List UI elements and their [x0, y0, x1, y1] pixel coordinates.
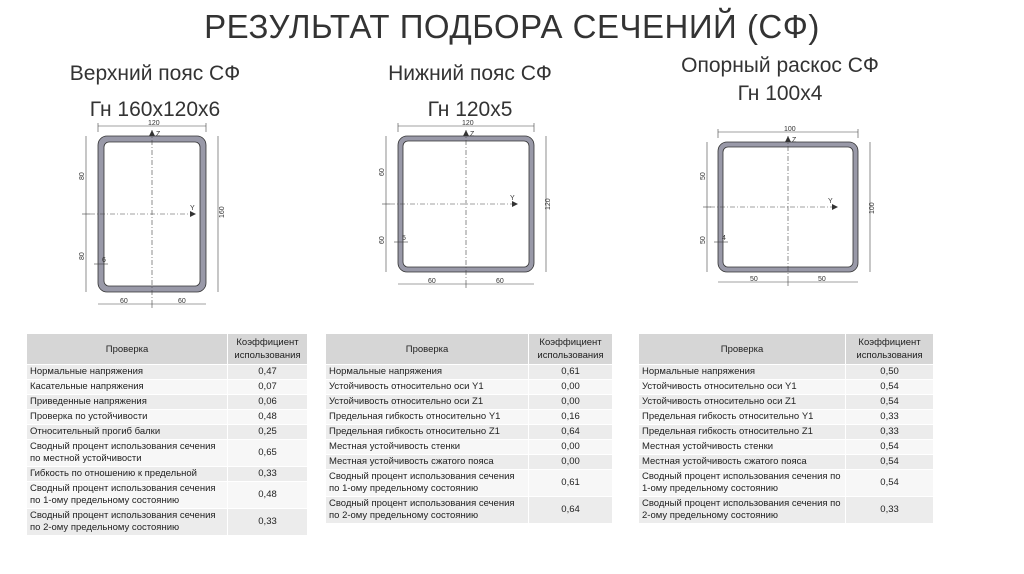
dim-bottom-right: 60: [178, 298, 186, 305]
section-2-results-table: [325, 333, 613, 524]
value-cell: 0,54: [846, 395, 934, 410]
col-coef-header: Коэффициент использования: [846, 334, 934, 365]
value-cell: 0,07: [228, 380, 308, 395]
table-row: [27, 509, 308, 536]
dim-bottom-left: 60: [428, 278, 436, 285]
axis-z: Z: [470, 131, 475, 138]
table-row: [639, 395, 934, 410]
table-row: [639, 380, 934, 395]
section-3-results-table: [638, 333, 934, 524]
check-cell: Сводный процент использования сечения по 1-ому предельному состоянию: [326, 470, 529, 497]
check-cell: Местная устойчивость стенки: [326, 440, 529, 455]
table-header-row: [326, 334, 613, 365]
check-cell: Проверка по устойчивости: [27, 410, 228, 425]
table-row: [326, 470, 613, 497]
col-check-header: Проверка: [326, 334, 529, 365]
table-row: [326, 410, 613, 425]
table-row: [326, 395, 613, 410]
axis-y: Y: [190, 205, 195, 212]
dim-left-lower: 50: [700, 236, 707, 244]
dim-top: 100: [784, 126, 796, 133]
col-coef-header: Коэффициент использования: [228, 334, 308, 365]
dim-bottom-right: 60: [496, 278, 504, 285]
table-header-row: [27, 334, 308, 365]
section-1-profile: Гн 160х120х6: [89, 98, 221, 121]
check-cell: Сводный процент использования сечения по местной устойчивости: [27, 440, 228, 467]
table-row: [27, 425, 308, 440]
table-row: [27, 467, 308, 482]
table-row: [639, 455, 934, 470]
section-3-profile: Гн 100х4: [737, 82, 823, 105]
value-cell: 0,33: [846, 497, 934, 524]
dim-top: 120: [148, 120, 160, 127]
axis-y: Y: [510, 195, 515, 202]
check-cell: Относительный прогиб балки: [27, 425, 228, 440]
value-cell: 0,33: [846, 410, 934, 425]
axis-z: Z: [792, 137, 797, 144]
check-cell: Касательные напряжения: [27, 380, 228, 395]
value-cell: 0,64: [529, 425, 613, 440]
section-2-heading: [345, 60, 595, 124]
axis-z: Z: [156, 131, 161, 138]
dim-left-lower: 60: [379, 236, 386, 244]
section-3-drawing: [694, 122, 884, 292]
table-row: [27, 395, 308, 410]
value-cell: 0,33: [228, 467, 308, 482]
value-cell: 0,47: [228, 365, 308, 380]
table-row: [326, 425, 613, 440]
value-cell: 0,54: [846, 455, 934, 470]
value-cell: 0,54: [846, 440, 934, 455]
value-cell: 0,06: [228, 395, 308, 410]
value-cell: 0,33: [228, 509, 308, 536]
dim-right: 120: [545, 198, 552, 210]
check-cell: Устойчивость относительно оси Z1: [326, 395, 529, 410]
col-check-header: Проверка: [27, 334, 228, 365]
check-cell: Предельная гибкость относительно Z1: [326, 425, 529, 440]
dim-top: 120: [462, 120, 474, 127]
check-cell: Местная устойчивость сжатого пояса: [326, 455, 529, 470]
axis-y: Y: [828, 198, 833, 205]
value-cell: 0,65: [228, 440, 308, 467]
check-cell: Устойчивость относительно оси Z1: [639, 395, 846, 410]
col-coef-header: Коэффициент использования: [529, 334, 613, 365]
dim-left-upper: 80: [79, 172, 86, 180]
table-row: [326, 365, 613, 380]
check-cell: Сводный процент использования сечения по 1-ому предельному состоянию: [27, 482, 228, 509]
dim-right: 100: [869, 202, 876, 214]
section-1-drawing: [72, 118, 242, 318]
value-cell: 0,54: [846, 380, 934, 395]
dim-bottom-left: 50: [750, 276, 758, 283]
table-row: [639, 470, 934, 497]
dim-right: 160: [219, 206, 226, 218]
check-cell: Местная устойчивость стенки: [639, 440, 846, 455]
table-row: [326, 497, 613, 524]
dim-thickness: 4: [722, 235, 726, 242]
col-check-header: Проверка: [639, 334, 846, 365]
check-cell: Нормальные напряжения: [639, 365, 846, 380]
table-row: [27, 380, 308, 395]
dim-left-upper: 50: [700, 172, 707, 180]
value-cell: 0,48: [228, 410, 308, 425]
dim-thickness: 6: [102, 257, 106, 264]
check-cell: Предельная гибкость относительно Y1: [639, 410, 846, 425]
value-cell: 0,25: [228, 425, 308, 440]
table-row: [639, 497, 934, 524]
value-cell: 0,50: [846, 365, 934, 380]
table-row: [639, 410, 934, 425]
page-title: РЕЗУЛЬТАТ ПОДБОРА СЕЧЕНИЙ (СФ): [204, 8, 820, 45]
dim-left-lower: 80: [79, 252, 86, 260]
check-cell: Сводный процент использования сечения по 2-ому предельному состоянию: [27, 509, 228, 536]
check-cell: Местная устойчивость сжатого пояса: [639, 455, 846, 470]
table-row: [639, 365, 934, 380]
value-cell: 0,00: [529, 380, 613, 395]
value-cell: 0,00: [529, 440, 613, 455]
section-3-name: Опорный раскос СФ: [681, 54, 879, 77]
section-1-heading: [30, 60, 280, 124]
value-cell: 0,54: [846, 470, 934, 497]
value-cell: 0,00: [529, 395, 613, 410]
table-row: [639, 425, 934, 440]
check-cell: Гибкость по отношению к предельной: [27, 467, 228, 482]
check-cell: Нормальные напряжения: [27, 365, 228, 380]
table-row: [326, 455, 613, 470]
section-3-heading: [680, 52, 880, 120]
table-row: [326, 380, 613, 395]
check-cell: Сводный процент использования сечения по 2-ому предельному состоянию: [639, 497, 846, 524]
check-cell: Сводный процент использования сечения по 2-ому предельному состоянию: [326, 497, 529, 524]
dim-thickness: 5: [402, 235, 406, 242]
table-row: [326, 440, 613, 455]
table-row: [27, 365, 308, 380]
check-cell: Предельная гибкость относительно Y1: [326, 410, 529, 425]
value-cell: 0,00: [529, 455, 613, 470]
section-2-profile: Гн 120х5: [427, 98, 513, 121]
table-row: [639, 440, 934, 455]
value-cell: 0,61: [529, 470, 613, 497]
table-row: [27, 410, 308, 425]
section-1-name: Верхний пояс СФ: [69, 62, 241, 85]
dim-left-upper: 60: [379, 168, 386, 176]
section-2-drawing: [370, 118, 560, 293]
value-cell: 0,64: [529, 497, 613, 524]
check-cell: Нормальные напряжения: [326, 365, 529, 380]
check-cell: Устойчивость относительно оси Y1: [326, 380, 529, 395]
section-2-name: Нижний пояс СФ: [388, 62, 552, 85]
value-cell: 0,48: [228, 482, 308, 509]
check-cell: Устойчивость относительно оси Y1: [639, 380, 846, 395]
check-cell: Предельная гибкость относительно Z1: [639, 425, 846, 440]
dim-bottom-left: 60: [120, 298, 128, 305]
dim-bottom-right: 50: [818, 276, 826, 283]
table-row: [27, 482, 308, 509]
check-cell: Сводный процент использования сечения по 1-ому предельному состоянию: [639, 470, 846, 497]
value-cell: 0,16: [529, 410, 613, 425]
section-1-results-table: [26, 333, 308, 536]
table-row: [27, 440, 308, 467]
table-header-row: [639, 334, 934, 365]
check-cell: Приведенные напряжения: [27, 395, 228, 410]
value-cell: 0,61: [529, 365, 613, 380]
value-cell: 0,33: [846, 425, 934, 440]
